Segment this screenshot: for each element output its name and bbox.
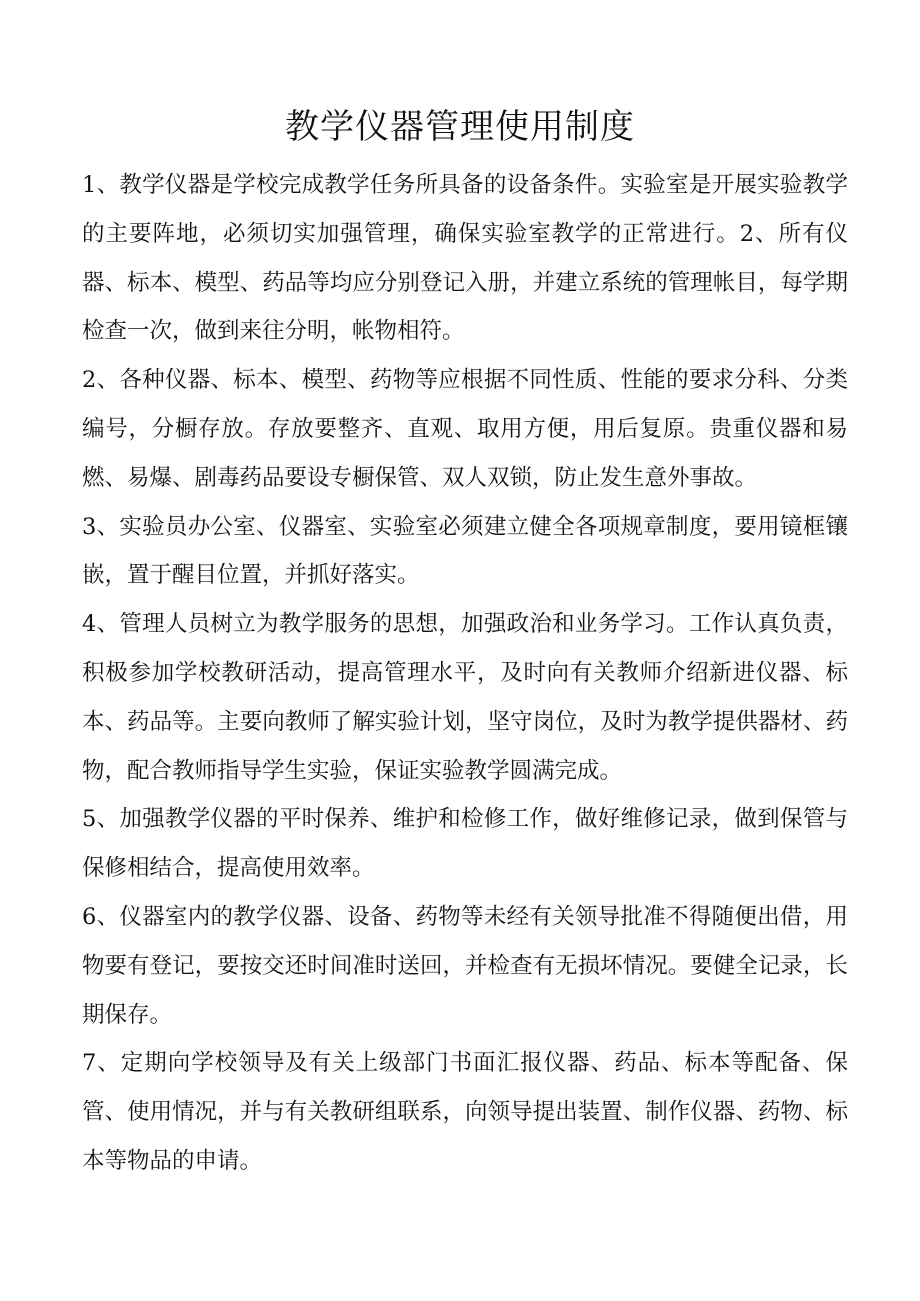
paragraph-5: 5、加强教学仪器的平时保养、维护和检修工作，做好维修记录，做到保管与保修相结合，提高使用效率。 xyxy=(82,806,848,882)
document-body xyxy=(82,161,848,1186)
paragraph-1: 1、教学仪器是学校完成教学任务所具备的设备条件。实验室是开展实验教学的主要阵地，必须切实加强管理，确保实验室教学的正常进行。2、所有仪器、标本、模型、药品等均应分别登记入册，并建立系统的管理帐目，每学期检查一次，做到来往分明，帐物相符。 xyxy=(82,172,848,345)
document-title: 教学仪器管理使用制度 xyxy=(285,107,635,147)
paragraph-3: 3、实验员办公室、仪器室、实验室必须建立健全各项规章制度，要用镜框镶嵌，置于醒目位置，并抓好落实。 xyxy=(82,513,848,589)
paragraph-4: 4、管理人员树立为教学服务的思想，加强政治和业务学习。工作认真负责，积极参加学校教研活动，提高管理水平，及时向有关教师介绍新进仪器、标本、药品等。主要向教师了解实验计划，坚守岗位，及时为教学提供器材、药物，配合教师指导学生实验，保证实验教学圆满完成。 xyxy=(82,611,848,784)
paragraph-6: 6、仪器室内的教学仪器、设备、药物等未经有关领导批准不得随便出借，用物要有登记，要按交还时间准时送回，并检查有无损坏情况。要健全记录，长期保存。 xyxy=(82,903,848,1028)
paragraph-2: 2、各种仪器、标本、模型、药物等应根据不同性质、性能的要求分科、分类编号，分橱存放。存放要整齐、直观、取用方便，用后复原。贵重仪器和易燃、易爆、剧毒药品要设专橱保管、双人双锁，防止发生意外事故。 xyxy=(82,367,848,491)
paragraph-7: 7、定期向学校领导及有关上级部门书面汇报仪器、药品、标本等配备、保管、使用情况，并与有关教研组联系，向领导提出装置、制作仪器、药物、标本等物品的申请。 xyxy=(82,1050,848,1174)
